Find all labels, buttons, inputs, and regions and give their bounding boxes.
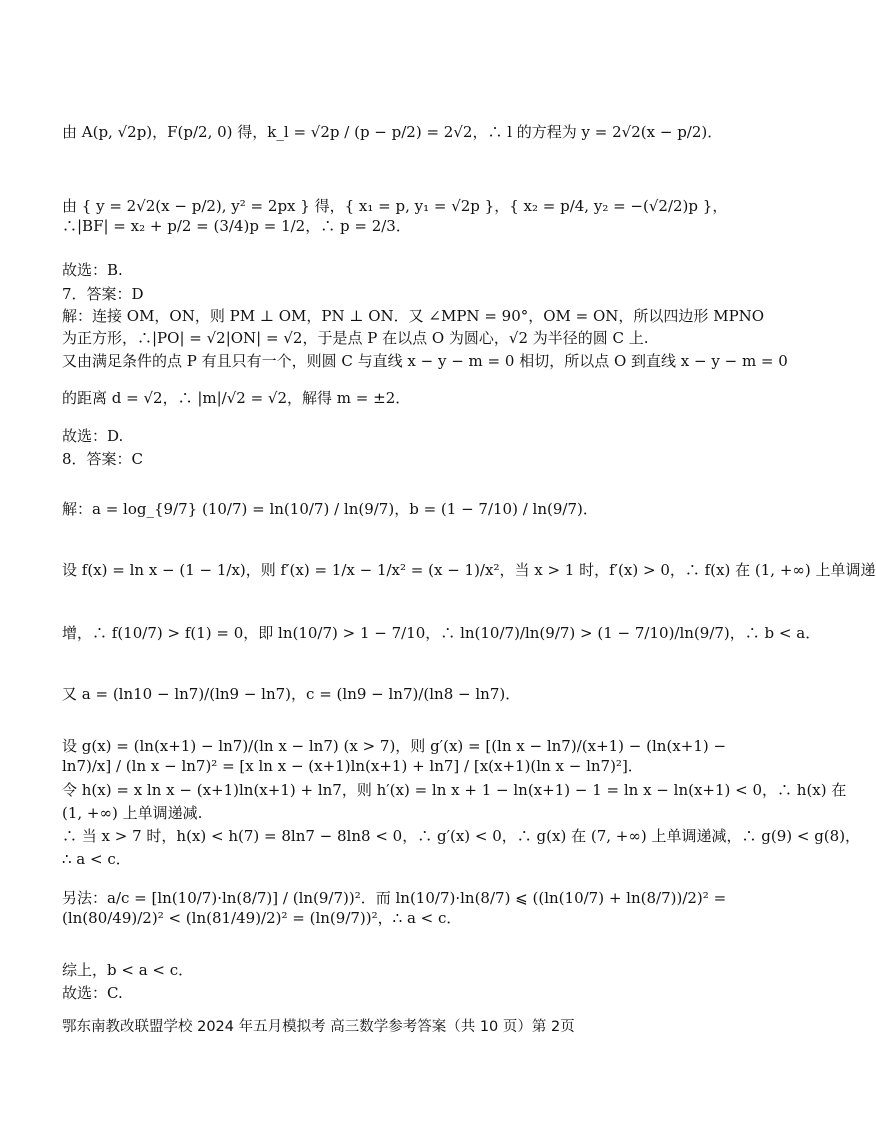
solution-line: 增，∴ f(10/7) > f(1) = 0，即 ln(10/7) > 1 − 7/10，∴ ln(10/7)/ln(9/7) > (1 − 7/10)/ln(9/7)，∴ b < a．	[62, 624, 821, 642]
solution-line: 设 f(x) = ln x − (1 − 1/x)，则 f′(x) = 1/x − 1/x² = (x − 1)/x²，当 x > 1 时，f′(x) > 0，∴ f(x) 在 (1, +∞) 上单调递	[62, 561, 876, 579]
solution-line: 的距离 d = √2，∴ |m|/√2 = √2，解得 m = ±2．	[62, 389, 411, 407]
solution-line: 由 A(p, √2p)，F(p/2, 0) 得，k_l = √2p / (p − p/2) = 2√2，∴ l 的方程为 y = 2√2(x − p/2)．	[62, 123, 723, 141]
solution-line: ∴ a < c．	[62, 850, 131, 868]
question-heading: 7．答案：D	[62, 285, 144, 303]
conclusion-line: 综上，b < a < c．	[62, 961, 194, 979]
solution-line: 设 g(x) = (ln(x+1) − ln7)/(ln x − ln7) (x > 7)，则 g′(x) = [(ln x − ln7)/(x+1) − (ln(x+1) − ln7)/x] / (ln x − ln7)² = [x ln x − (x+1)ln(x+1) + ln7] / [x(x+1)(ln x − ln7)²]．	[62, 737, 727, 775]
solution-line: 解：连接 OM，ON，则 PM ⊥ OM，PN ⊥ ON．又 ∠MPN = 90°，OM = ON，所以四边形 MPNO	[62, 307, 765, 325]
answer-choice: 故选：B.	[62, 261, 123, 279]
solution-line: 又 a = (ln10 − ln7)/(ln9 − ln7)，c = (ln9 − ln7)/(ln8 − ln7)．	[62, 685, 521, 703]
solution-line: 令 h(x) = x ln x − (x+1)ln(x+1) + ln7，则 h′(x) = ln x + 1 − ln(x+1) − 1 = ln x − ln(x+1) < 0，∴ h(x) 在	[62, 781, 847, 799]
page-footer: 鄂东南教改联盟学校 2024 年五月模拟考 高三数学参考答案（共 10 页）第 2页	[62, 1019, 575, 1035]
solution-line: 由 { y = 2√2(x − p/2), y² = 2px } 得，{ x₁ = p, y₁ = √2p }，{ x₂ = p/4, y₂ = −(√2/2)p }，∴|BF| = x₂ + p/2 = (3/4)p = 1/2，∴ p = 2/3．	[62, 197, 728, 235]
answer-choice: 故选：C.	[62, 984, 123, 1002]
solution-line: 解：a = log_{9/7} (10/7) = ln(10/7) / ln(9/7)，b = (1 − 7/10) / ln(9/7)．	[62, 500, 598, 518]
solution-line: 为正方形，∴|PO| = √2|ON| = √2，于是点 P 在以点 O 为圆心，√2 为半径的圆 C 上.	[62, 329, 649, 347]
solution-line: 另法：a/c = [ln(10/7)·ln(8/7)] / (ln(9/7))²．而 ln(10/7)·ln(8/7) ⩽ ((ln(10/7) + ln(8/7))/2)² = (ln(80/49)/2)² < (ln(81/49)/2)² = (ln(9/7))²，∴ a < c．	[62, 889, 727, 927]
answer-choice: 故选：D.	[62, 427, 124, 445]
solution-line: ∴ 当 x > 7 时，h(x) < h(7) = 8ln7 − 8ln8 < 0，∴ g′(x) < 0，∴ g(x) 在 (7, +∞) 上单调递减，∴ g(9) < g(8)，	[62, 827, 861, 845]
solution-line: (1, +∞) 上单调递减.	[62, 804, 203, 822]
question-heading: 8．答案：C	[62, 450, 144, 468]
solution-line: 又由满足条件的点 P 有且只有一个，则圆 C 与直线 x − y − m = 0 相切，所以点 O 到直线 x − y − m = 0	[62, 352, 788, 370]
